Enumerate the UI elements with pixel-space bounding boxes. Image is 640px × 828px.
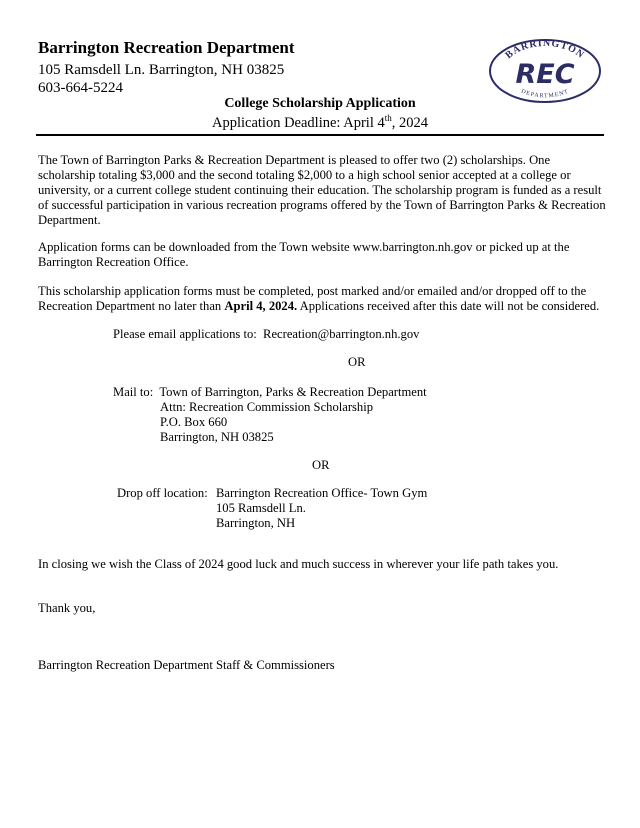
mail-line: Attn: Recreation Commission Scholarship xyxy=(160,400,374,414)
logo-center-text: REC xyxy=(515,59,575,90)
mail-line: Barrington, NH 03825 xyxy=(160,430,274,444)
or-separator-1: OR xyxy=(348,355,366,369)
logo-top-text: BARRINGTON xyxy=(503,38,587,62)
mail-address-block xyxy=(160,400,373,445)
drop-line: 105 Ramsdell Ln. xyxy=(216,501,306,515)
drop-line: Barrington, NH xyxy=(216,516,296,530)
org-address: 105 Ramsdell Ln. Barrington, NH 03825 xyxy=(38,62,285,78)
mail-to-line: Mail to: Town of Barrington, Parks & Recreation Department xyxy=(113,385,427,399)
email-address[interactable]: Recreation@barrington.nh.gov xyxy=(263,327,420,341)
header-divider xyxy=(36,134,604,136)
drop-off-address-block xyxy=(216,486,427,531)
org-name: Barrington Recreation Department xyxy=(38,38,295,57)
intro-paragraph: The Town of Barrington Parks & Recreation Department is pleased to offer two (2) scholarships. One scholarship totaling $3,000 and the second totaling $2,000 to a high school senior accepted at a college or university, or a current college student continuing their education. The scholarship program is funded as a result of successful participation in various recreation programs offered by the Town of Barrington Parks & Recreation Department. xyxy=(38,153,606,227)
download-paragraph: Application forms can be downloaded from the Town website www.barrington.nh.gov or picked up at the Barrington Recreation Office. xyxy=(38,240,570,269)
mail-line: P.O. Box 660 xyxy=(160,415,228,429)
page-title: College Scholarship Application xyxy=(224,96,416,111)
drop-line: Barrington Recreation Office- Town Gym xyxy=(216,486,428,500)
drop-off-label: Drop off location: xyxy=(117,486,208,500)
org-phone: 603-664-5224 xyxy=(38,80,123,96)
logo-bottom-text: DEPARTMENT xyxy=(520,88,570,100)
email-instruction: Please email applications to: Recreation@barrington.nh.gov xyxy=(113,327,420,341)
application-deadline: Application Deadline: April 4th, 2024 xyxy=(211,113,429,131)
or-separator-2: OR xyxy=(312,458,330,472)
deadline-paragraph: This scholarship application forms must be completed, post marked and/or emailed and/or dropped off to the Recreation Department no later than April 4, 2024. Applications received after this date will not be considered. xyxy=(38,284,600,313)
rec-logo xyxy=(488,38,602,104)
closing-paragraph: In closing we wish the Class of 2024 good luck and much success in wherever your life path takes you. xyxy=(38,557,559,571)
thank-you-line: Thank you, xyxy=(38,601,96,615)
signature-line: Barrington Recreation Department Staff & Commissioners xyxy=(38,658,335,672)
